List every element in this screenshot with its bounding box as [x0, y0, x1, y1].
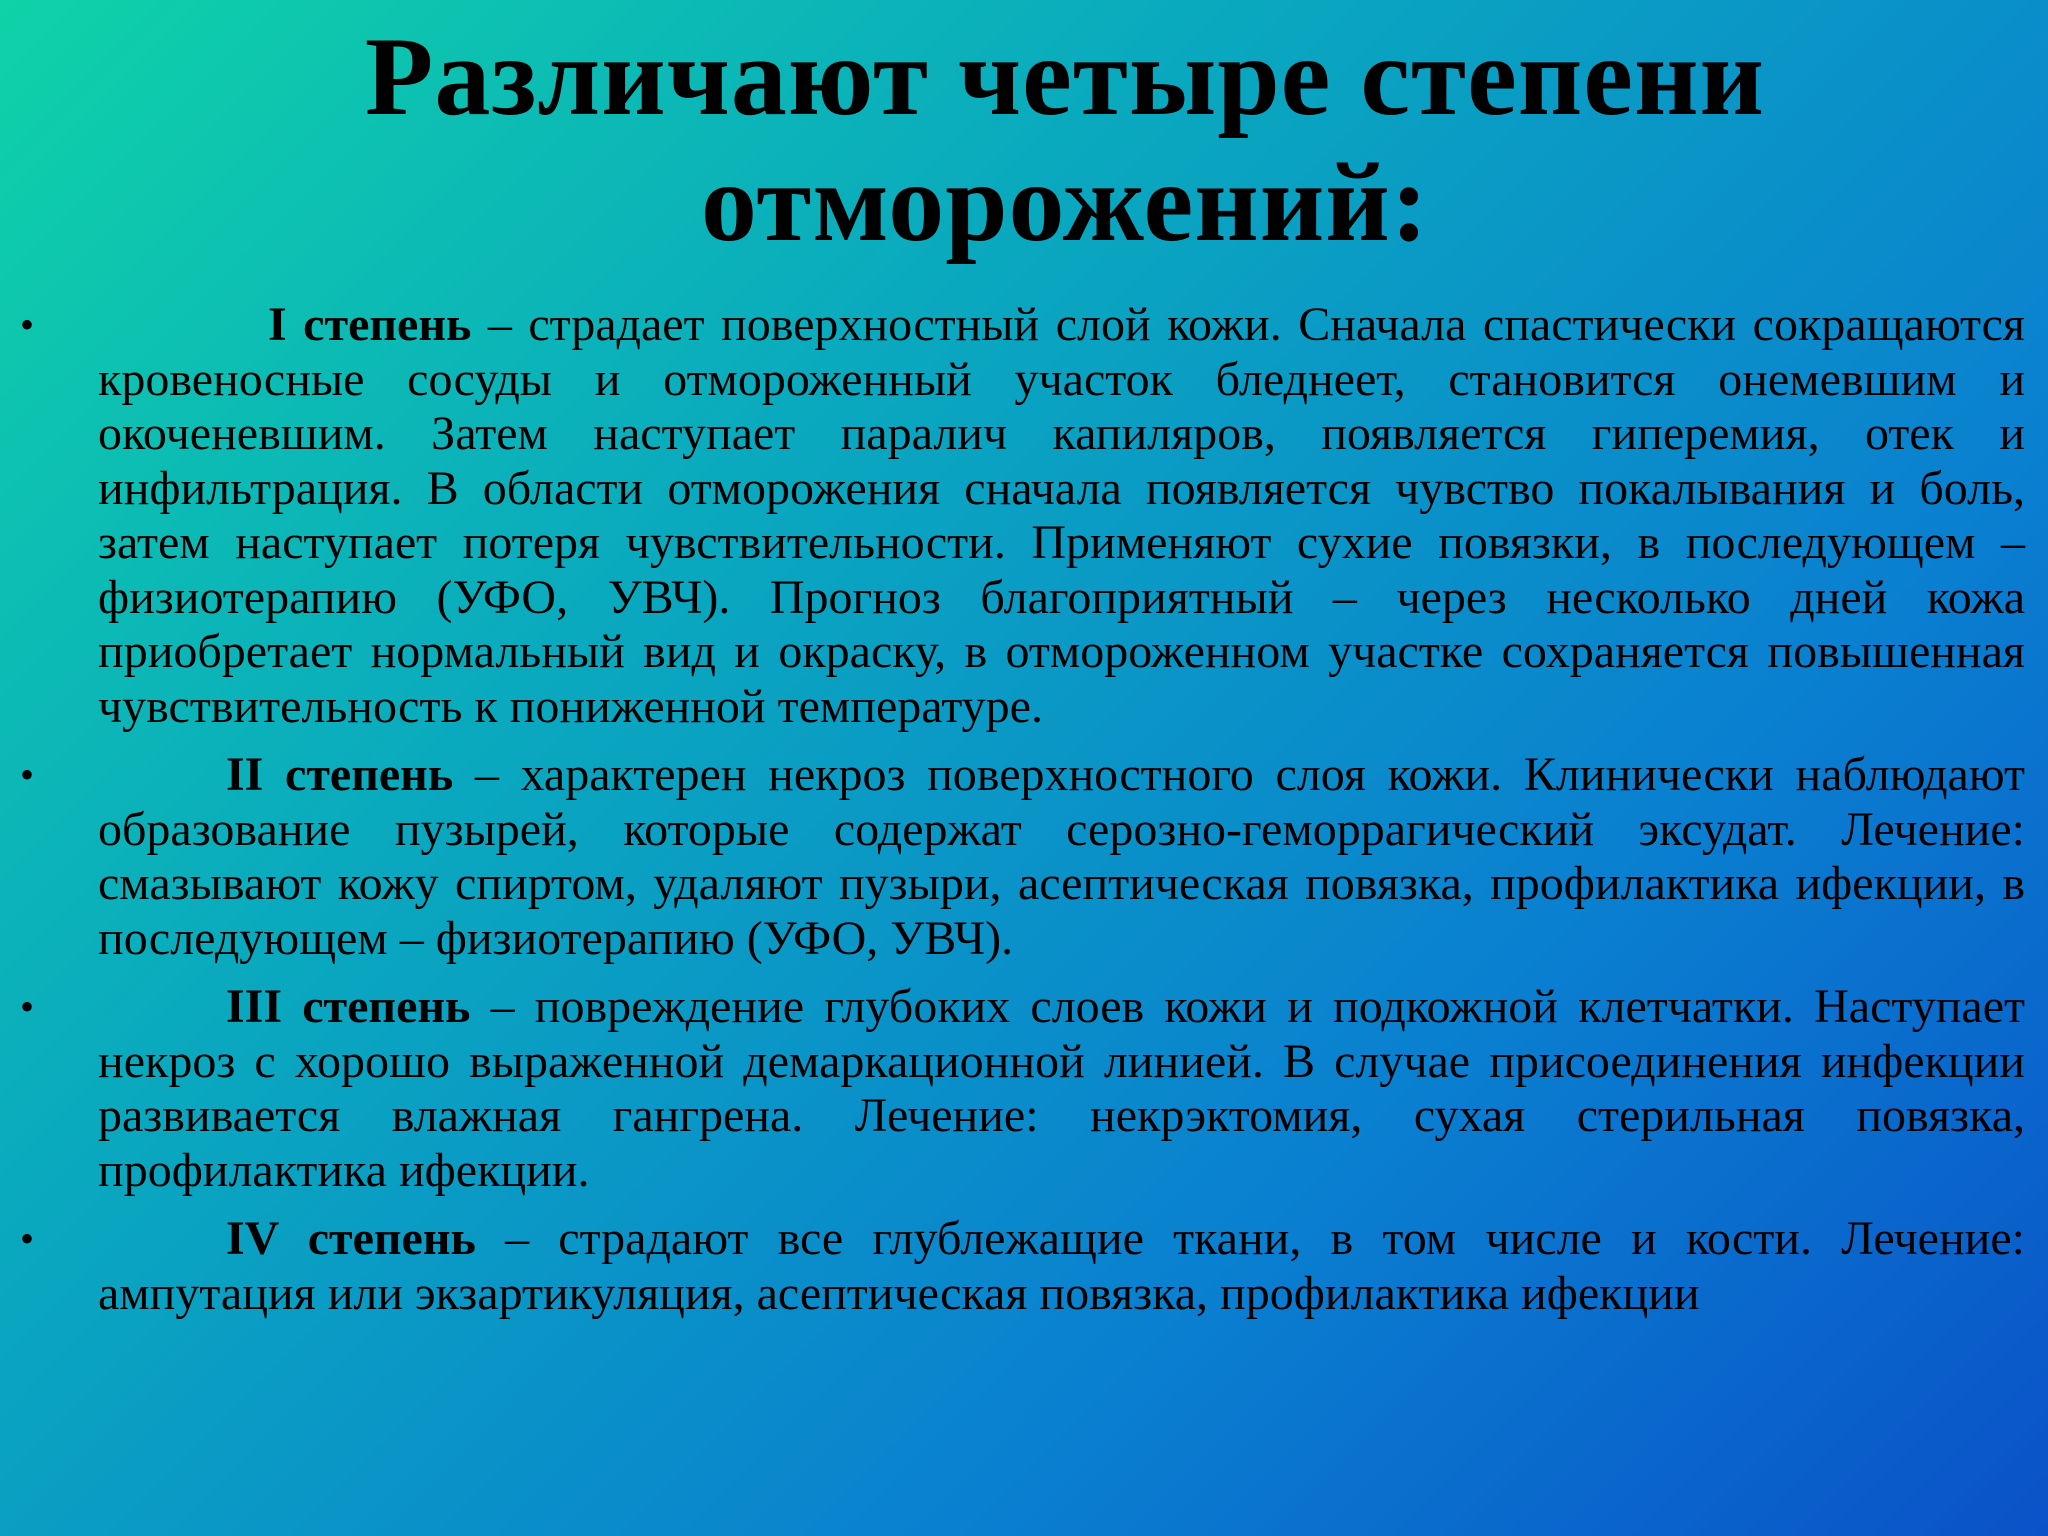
title-line-1: Различают четыре степени [364, 15, 1766, 139]
degree-description: – характерен некроз поверхностного слоя кожи. Клинически наблюдают образование пузырей, которые содержат серозно-геморрагический эксудат. Лечение: смазывают кожу спиртом, удаляют пузыри, асептическая повязка, профилактика ифекции, в последующем – физиотерапию (УФО, УВЧ). [98, 748, 2025, 965]
bullet-list [0, 298, 2048, 1321]
list-item-degree-2 [0, 748, 2048, 966]
bullet-icon: • [20, 1216, 35, 1261]
list-item-degree-4 [0, 1212, 2048, 1321]
degree-description: – страдают все глублежащие ткани, в том числе и кости. Лечение: ампутация или экзартикуляция, асептическая повязка, профилактика ифекции [98, 1212, 2025, 1320]
degree-term: IV степень [226, 1212, 476, 1265]
list-item-degree-1 [0, 298, 2048, 734]
degree-description: – повреждение глубоких слоев кожи и подкожной клетчатки. Наступает некроз с хорошо выраженной демаркационной линией. В случае присоединения инфекции развивается влажная гангрена. Лечение: некрэктомия, сухая стерильная повязка, профилактика ифекции. [98, 980, 2025, 1197]
title-line-2: отморожений: [700, 141, 1430, 265]
degree-term: I степень [268, 298, 472, 351]
bullet-icon: • [20, 984, 35, 1029]
bullet-icon: • [20, 302, 35, 347]
degree-term: III степень [226, 980, 471, 1033]
bullet-icon: • [20, 752, 35, 797]
list-item-degree-3 [0, 980, 2048, 1198]
slide-title [150, 14, 1980, 266]
degree-term: II степень [226, 748, 454, 801]
degree-description: – страдает поверхностный слой кожи. Сначала спастически сокращаются кровеносные сосуды и отмороженный участок бледнеет, становится онемевшим и окоченевшим. Затем наступает паралич капиляров, появляется гиперемия, отек и инфильтрация. В области отморожения сначала появляется чувство покалывания и боль, затем наступает потеря чувствительности. Применяют сухие повязки, в последующем – физиотерапию (УФО, УВЧ). Прогноз благоприятный – через несколько дней кожа приобретает нормальный вид и окраску, в отмороженном участке сохраняется повышенная чувствительность к пониженной температуре. [98, 298, 2025, 733]
